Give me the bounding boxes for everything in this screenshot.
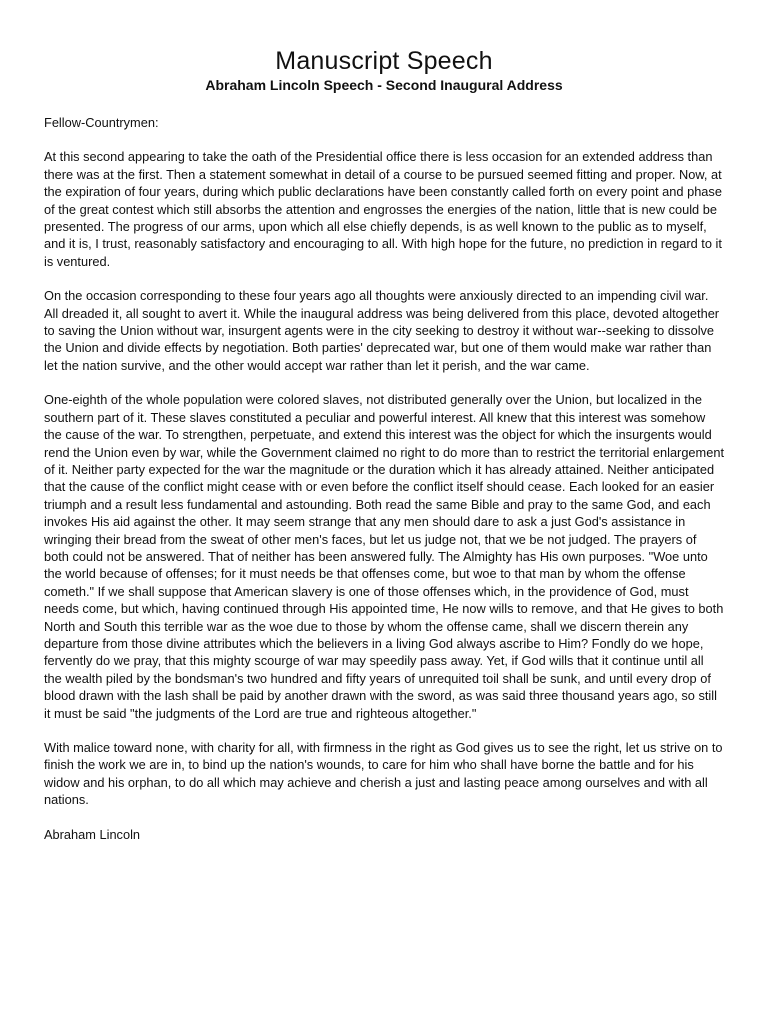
page-title: Manuscript Speech (275, 47, 493, 75)
paragraph-2: On the occasion corresponding to these four years ago all thoughts were anxiously directed to an impending civil war. All dreaded it, all sought to avert it. While the inaugural address was being delivered from this place, devoted altogether to saving the Union without war, insurgent agents were in the city seeking to destroy it without war--seeking to dissolve the Union and divide effects by negotiation. Both parties' deprecated war, but one of them would make war rather than let the nation survive, and the other would accept war rather than let it perish, and the war came. (44, 288, 720, 373)
salutation: Fellow-Countrymen: (44, 115, 159, 130)
paragraph-1: At this second appearing to take the oath of the Presidential office there is less occasion for an extended address than there was at the first. Then a statement somewhat in detail of a course to be pursued seemed fitting and proper. Now, at the expiration of four years, during which public declarations have been constantly called forth on every point and phase of the great contest which still absorbs the attention and engrosses the energies of the nation, little that is new could be presented. The progress of our arms, upon which all else chiefly depends, is as well known to the public as to myself, and it is, I trust, reasonably satisfactory and encouraging to all. With high hope for the future, no prediction in regard to it is ventured. (44, 149, 722, 269)
page-subtitle: Abraham Lincoln Speech - Second Inaugural Address (205, 77, 563, 93)
paragraph-3: One-eighth of the whole population were colored slaves, not distributed generally over the Union, but localized in the southern part of it. These slaves constituted a peculiar and powerful interest. All knew that this interest was somehow the cause of the war. To strengthen, perpetuate, and extend this interest was the object for which the insurgents would rend the Union even by war, while the Government claimed no right to do more than to restrict the territorial enlargement of it. Neither party expected for the war the magnitude or the duration which it has already attained. Neither anticipated that the cause of the conflict might cease with or even before the conflict itself should cease. Each looked for an easier triumph and a result less fundamental and astounding. Both read the same Bible and pray to the same God, and each invokes His aid against the other. It may seem strange that any men should dare to ask a just God's assistance in wringing their bread from the sweat of other men's faces, but let us judge not, that we be not judged. The prayers of both could not be answered. That of neither has been answered fully. The Almighty has His own purposes. "Woe unto the world because of offenses; for it must needs be that offenses come, but woe to that man by whom the offense cometh." If we shall suppose that American slavery is one of those offenses which, in the providence of God, must needs come, but which, having continued through His appointed time, He now wills to remove, and that He gives to both North and South this terrible war as the woe due to those by whom the offense came, shall we discern therein any departure from those divine attributes which the believers in a living God always ascribe to Him? Fondly do we hope, fervently do we pray, that this mighty scourge of war may speedily pass away. Yet, if God wills that it continue until all the wealth piled by the bondsman's two hundred and fifty years of unrequited toil shall be sunk, and until every drop of blood drawn with the lash shall be paid by another drawn with the sword, as was said three thousand years ago, so still it must be said "the judgments of the Lord are true and righteous altogether." (44, 392, 725, 721)
paragraph-4: With malice toward none, with charity for all, with firmness in the right as God gives us to see the right, let us strive on to finish the work we are in, to bind up the nation's wounds, to care for him who shall have borne the battle and for his widow and his orphan, to do all which may achieve and cherish a just and lasting peace among ourselves and with all nations. (44, 740, 723, 808)
signature: Abraham Lincoln (44, 826, 141, 842)
